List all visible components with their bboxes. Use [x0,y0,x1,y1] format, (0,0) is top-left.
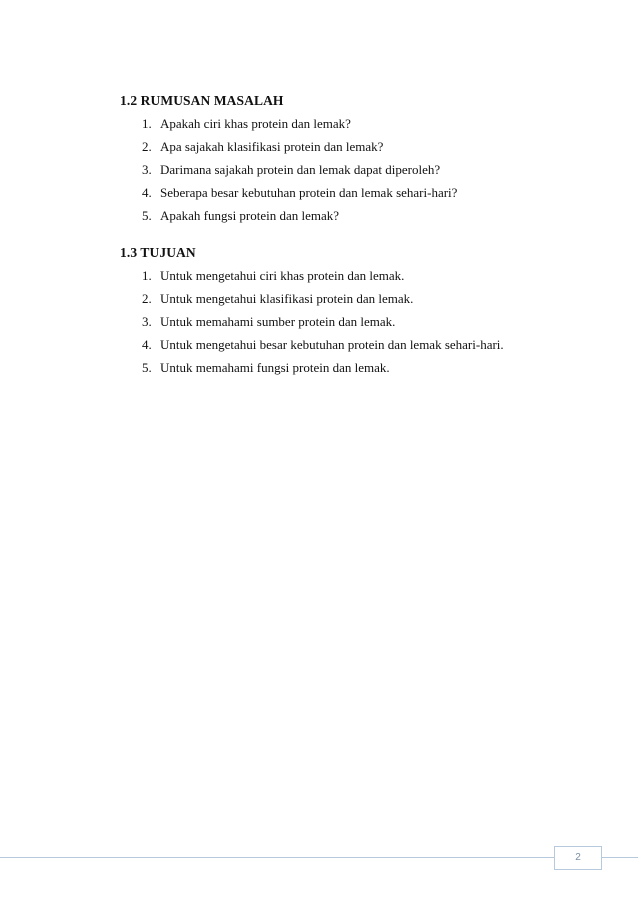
item-text: Untuk mengetahui ciri khas protein dan lemak. [160,268,405,283]
list-item [120,185,590,208]
item-number: 3. [142,314,152,329]
section-rumusan-masalah [120,93,590,231]
item-text: Apakah fungsi protein dan lemak? [160,208,340,223]
item-number: 5. [142,360,152,375]
item-text: Untuk memahami sumber protein dan lemak. [160,314,396,329]
item-number: 5. [142,208,152,223]
list-item [120,291,590,314]
page-number: 2 [554,846,602,870]
list-item [120,360,590,383]
item-number: 1. [142,268,152,283]
footer-divider [0,857,638,858]
list-item [120,268,590,291]
item-number: 4. [142,185,152,200]
list-item [120,162,590,185]
item-number: 2. [142,291,152,306]
list-item [120,116,590,139]
item-number: 3. [142,162,152,177]
item-text: Apa sajakah klasifikasi protein dan lemak? [160,139,384,154]
item-text: Seberapa besar kebutuhan protein dan lemak sehari-hari? [160,185,458,200]
item-text: Darimana sajakah protein dan lemak dapat diperoleh? [160,162,441,177]
item-number: 2. [142,139,152,154]
section-heading: 1.3 TUJUAN [120,245,196,260]
item-text: Untuk memahami fungsi protein dan lemak. [160,360,390,375]
list-item [120,139,590,162]
list-item [120,337,590,360]
rumusan-list [120,116,590,231]
item-text: Untuk mengetahui besar kebutuhan protein dan lemak sehari-hari. [160,337,504,352]
list-item [120,314,590,337]
tujuan-list [120,268,590,383]
item-number: 4. [142,337,152,352]
item-number: 1. [142,116,152,131]
item-text: Apakah ciri khas protein dan lemak? [160,116,351,131]
list-item [120,208,590,231]
section-heading: 1.2 RUMUSAN MASALAH [120,93,284,108]
section-tujuan [120,245,590,383]
item-text: Untuk mengetahui klasifikasi protein dan lemak. [160,291,414,306]
